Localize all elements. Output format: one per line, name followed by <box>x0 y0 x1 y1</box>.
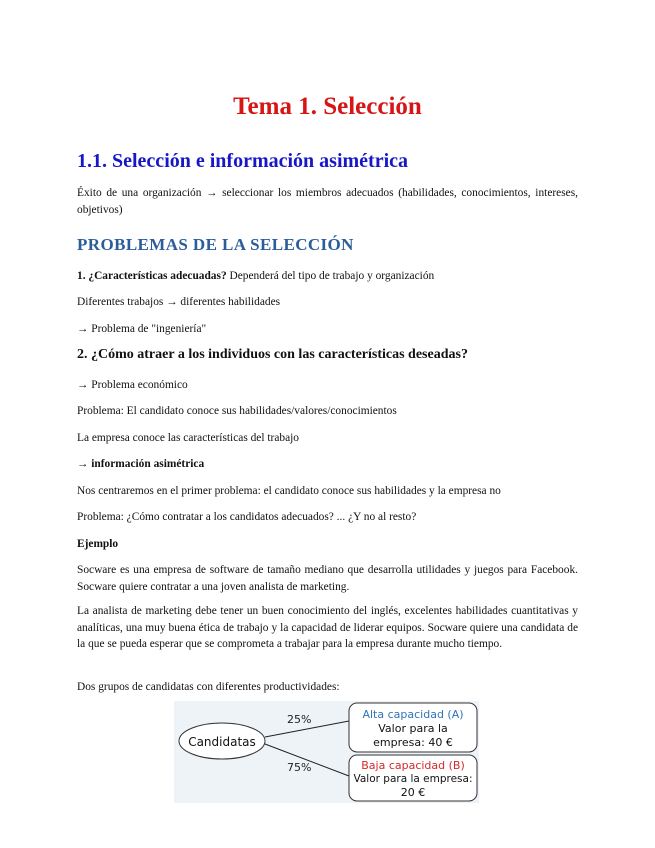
example-paragraph-2: La analista de marketing debe tener un buen conocimiento del inglés, excelentes habilidades cuantitativas y analíticas, una muy buena ética de trabajo y la capacidad de liderar equipos. Socware quiere una candidata de la que se pueda esperar que se comprometa a trabajar para la empresa durante mucho tiempo. <box>77 605 578 650</box>
box-a-title: Alta capacidad (A) <box>362 708 464 721</box>
candidates-diagram <box>174 701 479 803</box>
line-contratar: Problema: ¿Cómo contratar a los candidatos adecuados? ... ¿Y no al resto? <box>77 511 417 523</box>
box-a-line1: Valor para la <box>378 722 448 735</box>
section-heading: 1.1. Selección e información asimétrica <box>77 150 409 172</box>
box-b-title: Baja capacidad (B) <box>361 759 465 772</box>
line-ingenieria: → Problema de "ingeniería" <box>77 323 207 335</box>
intro-paragraph: Éxito de una organización → seleccionar los miembros adecuados (habilidades, conocimientos, intereses, objetivos) <box>77 187 578 216</box>
box-b-line2: 20 € <box>400 786 426 799</box>
ejemplo-label: Ejemplo <box>77 538 119 550</box>
box-a-line2: empresa: 40 € <box>373 736 453 749</box>
line-candidato: Problema: El candidato conoce sus habilidades/valores/conocimientos <box>77 405 397 417</box>
box-b-line1: Valor para la empresa: <box>353 773 473 785</box>
pct-a-label: 25% <box>287 713 312 726</box>
line-economico: → Problema económico <box>77 379 188 391</box>
question-2: 2. ¿Cómo atraer a los individuos con las características deseadas? <box>77 347 468 362</box>
candidatas-label: Candidatas <box>188 735 256 749</box>
question-1-bold: 1. ¿Características adecuadas? <box>77 270 227 282</box>
line-asimetrica: → información asimétrica <box>77 458 205 470</box>
line-empresa: La empresa conoce las características del trabajo <box>77 432 299 444</box>
line-centraremos: Nos centraremos en el primer problema: el candidato conoce sus habilidades y la empresa no <box>77 485 501 497</box>
line-grupos: Dos grupos de candidatas con diferentes productividades: <box>77 681 340 693</box>
question-1-rest: Dependerá del tipo de trabajo y organización <box>226 270 435 282</box>
line-diferentes: Diferentes trabajos → diferentes habilidades <box>77 296 281 308</box>
example-paragraph-1: Socware es una empresa de software de tamaño mediano que desarrolla utilidades y juegos para Facebook. Socware quiere contratar a una joven analista de marketing. <box>77 564 578 593</box>
page-title: Tema 1. Selección <box>233 93 422 120</box>
problems-heading: PROBLEMAS DE LA SELECCIÓN <box>77 235 354 254</box>
pct-b-label: 75% <box>287 761 312 774</box>
question-1 <box>77 268 578 285</box>
